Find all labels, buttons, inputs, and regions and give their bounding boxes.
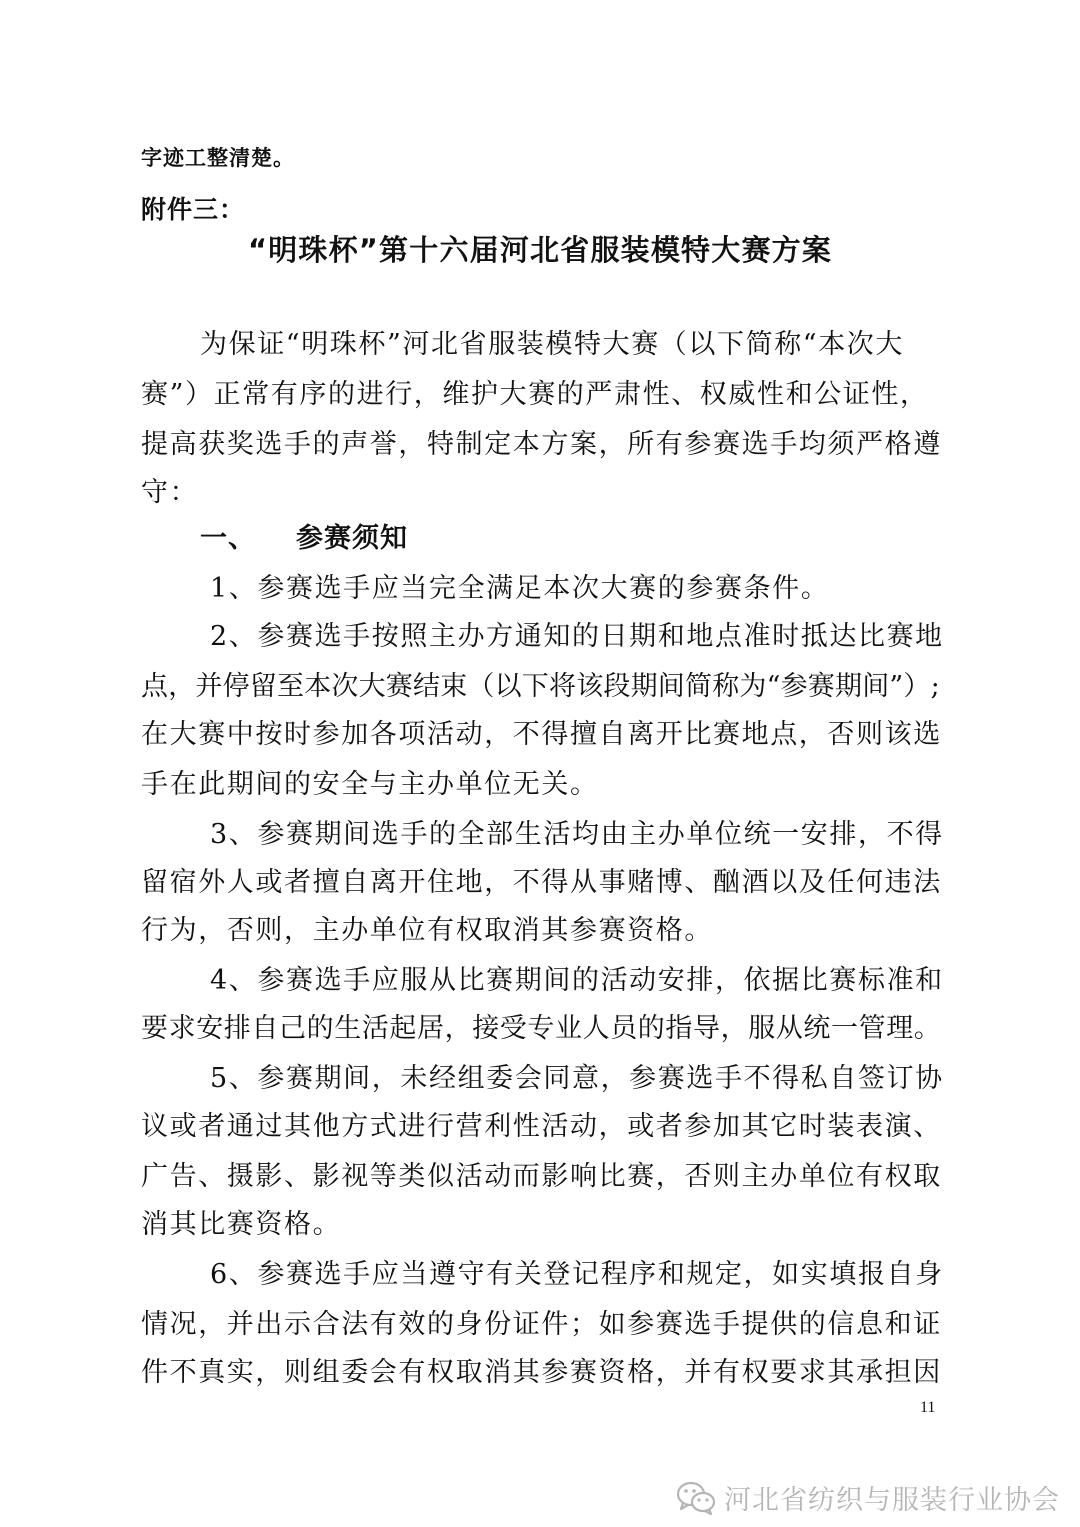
item-line: 在大赛中按时参加各项活动，不得擅自离开比赛地点，否则该选 [141,719,942,750]
item-line: 4、参赛选手应服从比赛期间的活动安排，依据比赛标准和 [210,965,944,996]
page-number: 11 [920,1399,936,1416]
intro-line: 赛”）正常有序的进行，维护大赛的严肃性、权威性和公证性， [141,379,929,410]
item-line: 要求安排自己的生活起居，接受专业人员的指导，服从统一管理。 [141,1013,942,1044]
item-line: 1、参赛选手应当完全满足本次大赛的参赛条件。 [210,573,830,604]
item-line: 件不真实，则组委会有权取消其参赛资格，并有权要求其承担因 [141,1357,942,1388]
item-line: 行为，否则，主办单位有权取消其参赛资格。 [141,915,713,946]
item-line: 议或者通过其他方式进行营利性活动，或者参加其它时装表演、 [141,1111,942,1142]
carryover-text: 字迹工整清楚。 [141,146,295,170]
watermark-text: 河北省纺织与服装行业协会 [724,1485,1060,1516]
intro-line: 提高获奖选手的声誉，特制定本方案，所有参赛选手均须严格遵 [141,429,942,460]
wechat-icon [676,1481,716,1515]
item-line: 3、参赛期间选手的全部生活均由主办单位统一安排，不得 [210,819,944,850]
item-line: 6、参赛选手应当遵守有关登记程序和规定，如实填报自身 [210,1259,944,1290]
item-line: 2、参赛选手按照主办方通知的日期和地点准时抵达比赛地 [210,621,944,652]
item-line: 广告、摄影、影视等类似活动而影响比赛，否则主办单位有权取 [141,1161,942,1192]
item-line: 点，并停留至本次大赛结束（以下将该段期间简称为“参赛期间”）; [141,671,940,702]
intro-line: 为保证“明珠杯”河北省服装模特大赛（以下简称“本次大 [200,329,905,360]
intro-line: 守： [141,477,199,508]
document-title: “明珠杯”第十六届河北省服装模特大赛方案 [247,233,833,267]
item-line: 留宿外人或者擅自离开住地，不得从事赌博、酗酒以及任何违法 [141,867,942,898]
item-line: 情况，并出示合法有效的身份证件；如参赛选手提供的信息和证 [141,1309,942,1340]
item-line: 消其比赛资格。 [141,1209,342,1240]
section-heading [200,522,408,556]
section-title: 参赛须知 [296,523,408,554]
section-number: 一、 [200,523,256,554]
attachment-label: 附件三： [141,195,246,224]
item-line: 手在此期间的安全与主办单位无关。 [141,769,599,800]
watermark [676,1478,1060,1517]
item-line: 5、参赛期间，未经组委会同意，参赛选手不得私自签订协 [210,1063,944,1094]
